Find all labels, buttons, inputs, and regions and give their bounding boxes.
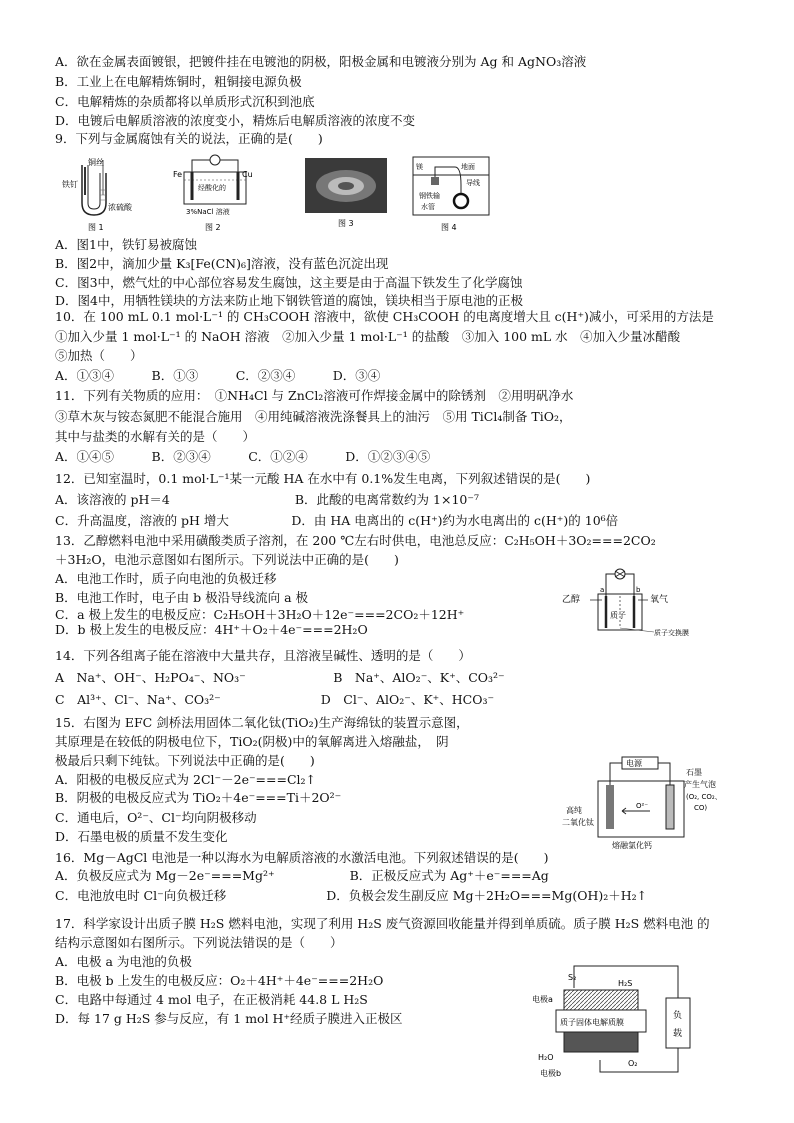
question-16: 16．Mg－AgCl 电池是一种以海水为电解质溶液的水激活电池。下列叙述错误的是( ) [55,850,549,865]
line-2: B．工业上在电解精炼铜时，粗铜接电源负极 [55,74,302,89]
fig17-label-electrode-b: 电极b [540,1069,562,1078]
q13-option-c: C．a 极上发生的电极反应：C₂H₅OH＋3H₂O＋12e⁻===2CO₂＋12H⁺ [55,607,465,622]
question-11: 11．下列有关物质的应用： ①NH₄Cl 与 ZnCl₂溶液可作焊接金属中的除锈剂 ②用明矾净水 [55,388,574,403]
fig13-label-proton: 质子 [610,611,626,620]
fig13-label-ethanol: 乙醇 [562,595,581,605]
fig15-label-bubbles: 产生气泡 [684,780,716,789]
q11-stem: 其中与盐类的水解有关的是（ ） [55,429,256,444]
q15-option-d: D．石墨电极的质量不发生变化 [55,829,228,844]
q16-options-cd: C．电池放电时 Cl⁻向负极迁移 D．负极会发生副反应 Mg＋2H₂O===Mg(OH)₂＋H₂↑ [55,888,648,903]
q9-option-a: A．图1中，铁钉易被腐蚀 [55,237,197,252]
fig17-label-load2: 载 [673,1029,683,1039]
q13-stem: ＋3H₂O，电池示意图如右图所示。下列说法中正确的是( ) [55,552,399,567]
q17-option-d: D．每 17 g H₂S 参与反应，有 1 mol H⁺经质子膜进入正极区 [55,1011,403,1026]
question-14: 14．下列各组离子能在溶液中大量共存，且溶液呈碱性、透明的是（ ） [55,648,471,663]
line-3: C．电解精炼的杂质都将以单质形式沉积到池底 [55,94,315,109]
figure-15-electrolysis [562,755,732,850]
fig2-label-cu: Cu [242,170,253,179]
figure-3 [305,158,395,230]
fig4-caption: 图 4 [441,223,457,232]
fig17-label-s2: S₂ [568,973,577,982]
fig1-label-wire: 铜丝 [88,158,104,167]
fig17-label-membrane: 质子固体电解质膜 [560,1018,624,1027]
question-10: 10．在 100 mL 0.1 mol·L⁻¹ 的 CH₃COOH 溶液中，欲使 CH₃COOH 的电离度增大且 c(H⁺)减小，可采用的方法是 [55,309,714,324]
q17-option-c: C．电路中每通过 4 mol 电子，在正极消耗 44.8 L H₂S [55,992,368,1007]
question-12: 12．已知室温时，0.1 mol·L⁻¹某一元酸 HA 在水中有 0.1%发生电离，下列叙述错误的是( ) [55,471,591,486]
line-1: A．欲在金属表面镀银，把镀件挂在电镀池的阴极，阳极金属和电镀液分别为 Ag 和 AgNO₃溶液 [55,54,587,69]
figure-1 [62,155,144,233]
q10-items: ①加入少量 1 mol·L⁻¹ 的 NaOH 溶液 ②加入少量 1 mol·L⁻¹ 的盐酸 ③加入 100 mL 水 ④加入少量冰醋酸 [55,329,681,344]
fig17-label-electrode-a: 电极a [532,995,553,1004]
fig1-caption: 图 1 [88,223,104,232]
fig4-label-mg: 镁 [416,163,423,171]
fig17-label-o2: O₂ [628,1059,638,1068]
line-4: D．电镀后电解质溶液的浓度变小，精炼后电解质溶液的浓度不变 [55,113,416,128]
question-13: 13．乙醇燃料电池中采用磺酸类质子溶剂，在 200 ℃左右时供电，电池总反应：C₂H₅OH＋3O₂===2CO₂ [55,533,656,548]
q15-stem-2: 极最后只剩下纯钛。下列说法中正确的是( ) [55,753,315,768]
fig15-label-graphite: 石墨 [686,768,702,777]
q15-stem-1: 其原理是在较低的阴极电位下，TiO₂(阴极)中的氧解离进入熔融盐， 阴 [55,734,449,749]
fig4-label-pipe2: 水管 [421,203,435,211]
figure-13-fuel-cell [562,566,712,646]
fig13-label-membrane: 质子交换膜 [654,629,689,637]
q15-option-c: C．通电后，O²⁻、Cl⁻均向阴极移动 [55,810,257,825]
q17-option-a: A．电极 a 为电池的负极 [55,954,192,969]
q17-option-b: B．电极 b 上发生的电极反应：O₂＋4H⁺＋4e⁻===2H₂O [55,973,384,988]
q14-options-cd: C Al³⁺、Cl⁻、Na⁺、CO₃²⁻ D Cl⁻、AlO₂⁻、K⁺、HCO₃⁻ [55,692,495,707]
fig1-label-acid: 浓硫酸 [108,203,132,212]
q11-items: ③草木灰与铵态氮肥不能混合施用 ④用纯碱溶液洗涤餐具上的油污 ⑤用 TiCl₄制备 TiO₂， [55,409,572,424]
figure-2 [170,152,260,234]
fig15-label-gases1: (O₂, CO₂、 [686,793,722,801]
fig15-label-gases2: CO) [694,804,708,812]
q9-option-c: C．图3中，燃气灶的中心部位容易发生腐蚀，这主要是由于高温下铁发生了化学腐蚀 [55,275,523,290]
fig17-label-h2s: H₂S [618,979,633,988]
q15-option-a: A．阳极的电极反应式为 2Cl⁻－2e⁻===Cl₂↑ [55,772,317,787]
q16-options-ab: A．负极反应式为 Mg－2e⁻===Mg²⁺ B．正极反应式为 Ag⁺＋e⁻===Ag [55,868,549,883]
q13-option-b: B．电池工作时，电子由 b 极沿导线流向 a 极 [55,590,309,605]
q12-options-ab: A．该溶液的 pH＝4 B．此酸的电离常数约为 1×10⁻⁷ [55,492,479,507]
fig2-label-fe: Fe [173,170,183,179]
fig15-label-o2ion: O²⁻ [636,802,649,810]
fig4-label-pipe1: 钢铁输 [419,192,440,200]
fig13-label-b: b [636,586,641,594]
figure-17-h2s-cell [532,960,712,1085]
q13-option-d: D．b 极上发生的电极反应：4H⁺＋O₂＋4e⁻===2H₂O [55,622,368,637]
q12-options-cd: C．升高温度，溶液的 pH 增大 D．由 HA 电离出的 c(H⁺)约为水电离出的 c(H⁺)的 10⁶倍 [55,513,619,528]
fig2-label-acidified: 经酸化的 [198,184,226,192]
fig15-label-tio2: 二氧化钛 [562,818,594,827]
fig17-label-h2o: H₂O [538,1053,554,1062]
question-9: 9．下列与金属腐蚀有关的说法，正确的是( ) [55,131,323,146]
q9-option-d: D．图4中，用牺牲镁块的方法来防止地下钢铁管道的腐蚀，镁块相当于原电池的正极 [55,293,523,308]
q14-options-ab: A Na⁺、OH⁻、H₂PO₄⁻、NO₃⁻ B Na⁺、AlO₂⁻、K⁺、CO₃²⁻ [55,670,505,685]
fig15-label-power: 电源 [626,759,642,768]
q9-option-b: B．图2中，滴加少量 K₃[Fe(CN)₆]溶液，没有蓝色沉淀出现 [55,256,389,271]
q13-option-a: A．电池工作时，质子向电池的负极迁移 [55,571,277,586]
fig3-caption: 图 3 [338,219,354,228]
figure-4 [411,155,493,235]
fig2-label-nacl: 3%NaCl 溶液 [186,208,230,216]
fig13-label-oxygen: 氧气 [650,595,669,605]
question-17: 17．科学家设计出质子膜 H₂S 燃料电池，实现了利用 H₂S 废气资源回收能量并得到单质硫。质子膜 H₂S 燃料电池 的 [55,916,710,931]
q17-stem: 结构示意图如右图所示。下列说法错误的是（ ） [55,935,343,950]
fig15-label-melt: 熔融氯化钙 [612,841,652,850]
fig1-label-nail: 铁钉 [62,180,78,189]
fig17-label-load1: 负 [673,1011,683,1021]
q15-option-b: B．阴极的电极反应式为 TiO₂＋4e⁻===Ti＋2O²⁻ [55,790,342,805]
fig15-label-pure: 高纯 [566,806,582,815]
q10-options: A．①③④ B．①③ C．②③④ D．③④ [55,368,381,383]
q10-items-cont: ⑤加热（ ） [55,348,143,363]
fig13-label-a: a [600,586,605,594]
fig4-label-ground: 地面 [461,163,475,171]
question-15: 15．右图为 EFC 剑桥法用固体二氧化钛(TiO₂)生产海绵钛的装置示意图， [55,715,469,730]
fig4-label-wire: 导线 [466,179,480,187]
q11-options: A．①④⑤ B．②③④ C．①②④ D．①②③④⑤ [55,449,431,464]
fig2-caption: 图 2 [205,223,221,232]
